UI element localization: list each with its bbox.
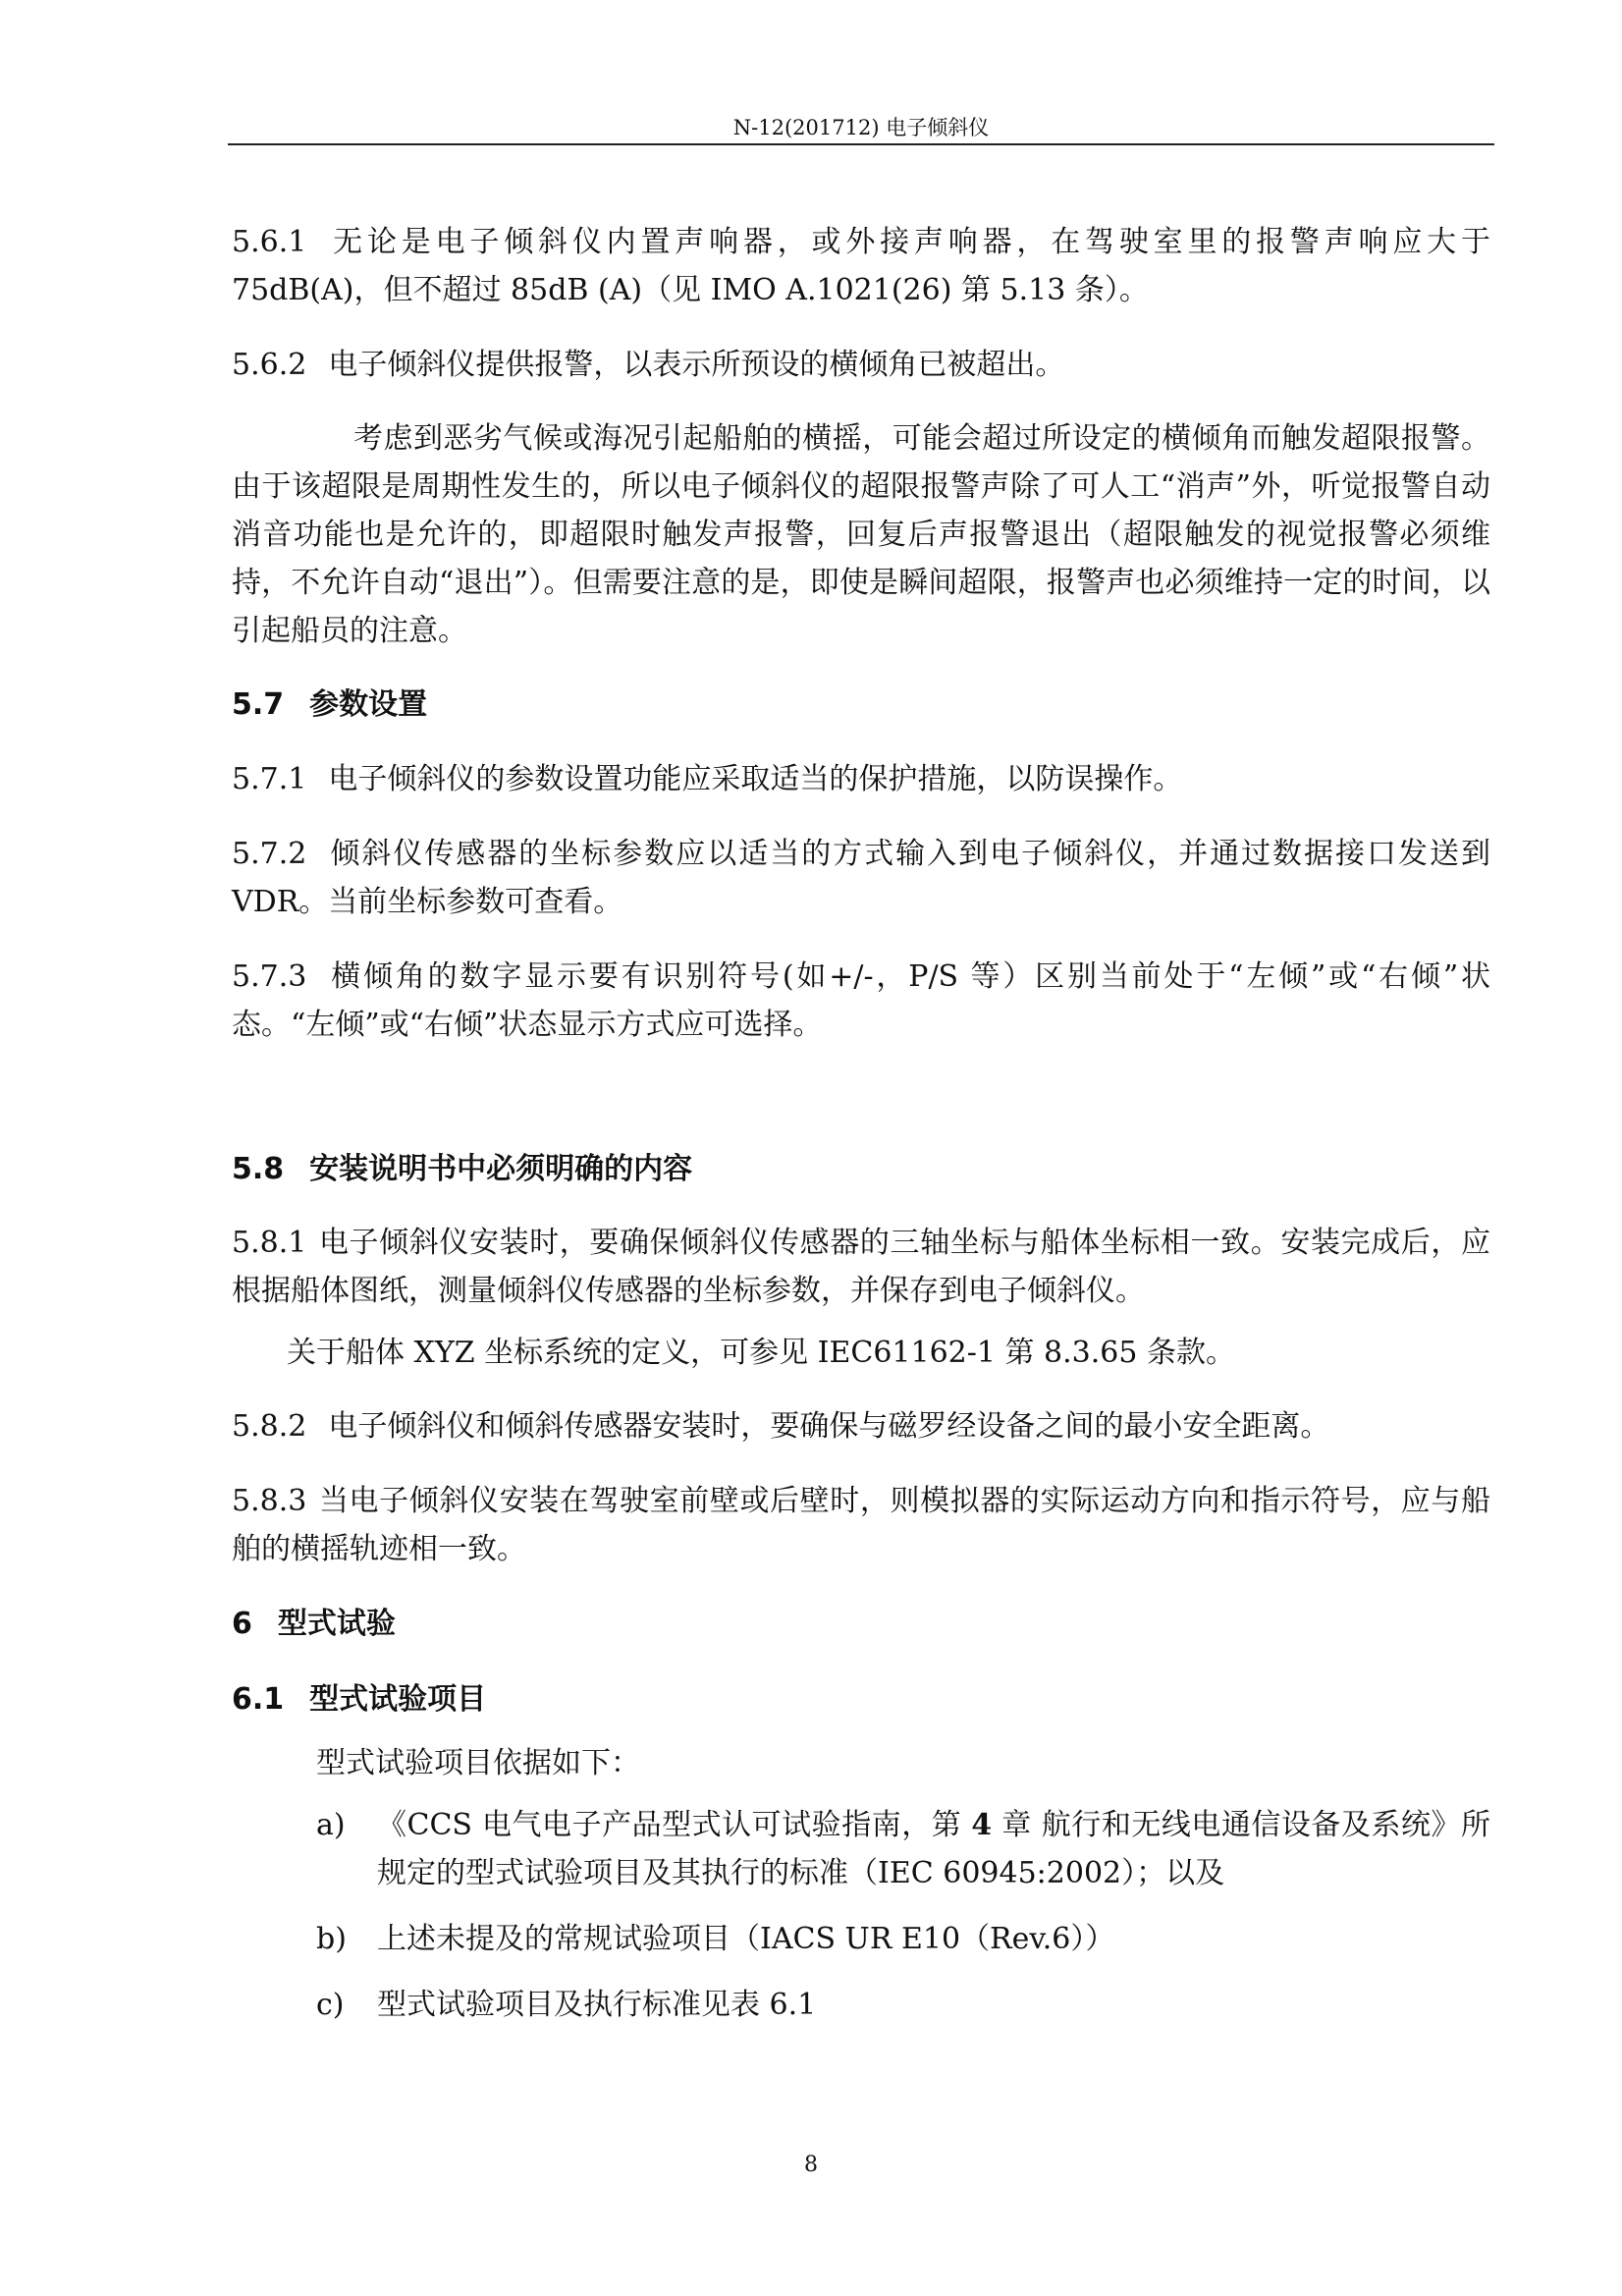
document-body (232, 218, 1490, 2029)
list-item (316, 1915, 1490, 1963)
clause-5-7-2 (232, 830, 1490, 926)
heading-number: 6 (232, 1607, 252, 1641)
list-marker: a) (316, 1808, 346, 1842)
clause-5-8-3 (232, 1477, 1490, 1573)
clause-text: 无论是电子倾斜仪内置声响器，或外接声响器，在驾驶室里的报警声响应大于 75dB(A)，但不超过 85dB (A)（见 IMO A.1021(26) 第 5.13 条）。 (232, 225, 1490, 307)
clause-number: 5.7.1 (232, 762, 307, 796)
clause-number: 5.8.3 (232, 1484, 307, 1518)
clause-text: 电子倾斜仪的参数设置功能应采取适当的保护措施，以防误操作。 (328, 762, 1183, 796)
clause-5-7-1 (232, 755, 1490, 803)
heading-number: 6.1 (232, 1682, 285, 1717)
list-text (377, 1801, 1490, 1897)
heading-title: 参数设置 (309, 687, 428, 722)
note-5-6-2: 考虑到恶劣气候或海况引起船舶的横摇，可能会超过所设定的横倾角而触发超限报警。由于该超限是周期性发生的，所以电子倾斜仪的超限报警声除了可人工“消声”外，听觉报警自动消音功能也是允许的，即超限时触发声报警，回复后声报警退出（超限触发的视觉报警必须维持，不允许自动“退出”）。但需要注意的是，即使是瞬间超限，报警声也必须维持一定的时间，以引起船员的注意。 (232, 421, 1490, 648)
heading-title: 型式试验项目 (309, 1682, 487, 1717)
page-header: N-12(201712) 电子倾斜仪 (732, 116, 990, 139)
clause-5-6-2 (232, 341, 1490, 389)
list-marker: b) (316, 1922, 347, 1956)
clause-text: 电子倾斜仪提供报警，以表示所预设的横倾角已被超出。 (328, 348, 1065, 382)
page-number: 8 (804, 2153, 818, 2177)
list-text: 型式试验项目及执行标准见表 6.1 (377, 1988, 817, 2022)
clause-text: 当电子倾斜仪安装在驾驶室前壁或后壁时，则模拟器的实际运动方向和指示符号，应与船舶的横摇轨迹相一致。 (232, 1484, 1490, 1566)
heading-number: 5.7 (232, 687, 285, 722)
heading-6-1 (232, 1675, 1490, 1723)
clause-number: 5.8.1 (232, 1226, 307, 1260)
heading-5-8 (232, 1145, 1490, 1193)
list-item (316, 1801, 1490, 1897)
clause-5-8-2 (232, 1402, 1490, 1450)
clause-text: 横倾角的数字显示要有识别符号(如+/-，P/S 等）区别当前处于“左倾”或“右倾”状态。“左倾”或“右倾”状态显示方式应可选择。 (232, 959, 1490, 1042)
heading-title: 安装说明书中必须明确的内容 (309, 1152, 693, 1186)
clause-number: 5.6.2 (232, 348, 307, 382)
clause-text: 电子倾斜仪安装时，要确保倾斜仪传感器的三轴坐标与船体坐标相一致。安装完成后，应根据船体图纸，测量倾斜仪传感器的坐标参数，并保存到电子倾斜仪。 (232, 1226, 1490, 1308)
clause-number: 5.8.2 (232, 1409, 307, 1444)
list-marker: c) (316, 1988, 345, 2022)
intro-6-1: 型式试验项目依据如下： (316, 1746, 640, 1780)
clause-text: 倾斜仪传感器的坐标参数应以适当的方式输入到电子倾斜仪，并通过数据接口发送到 VDR。当前坐标参数可查看。 (232, 837, 1490, 919)
note-5-8-1: 关于船体 XYZ 坐标系统的定义，可参见 IEC61162-1 第 8.3.65 条款。 (287, 1336, 1236, 1370)
clause-5-7-3 (232, 953, 1490, 1049)
list-text-part: 章 航行和无线电通信设备及系统》所规定的型式试验项目及其执行的标准（IEC 60945:2002）；以及 (377, 1808, 1490, 1890)
heading-number: 5.8 (232, 1152, 285, 1186)
heading-5-7 (232, 681, 1490, 729)
list-text-part: 《CCS 电气电子产品型式认可试验指南，第 (377, 1808, 972, 1842)
list-text: 上述未提及的常规试验项目（IACS UR E10（Rev.6）） (377, 1922, 1115, 1956)
clause-text: 电子倾斜仪和倾斜传感器安装时，要确保与磁罗经设备之间的最小安全距离。 (328, 1409, 1330, 1444)
heading-title: 型式试验 (277, 1607, 396, 1641)
clause-5-8-1 (232, 1219, 1490, 1315)
clause-number: 5.7.2 (232, 837, 307, 871)
header-divider (228, 143, 1494, 145)
clause-number: 5.6.1 (232, 225, 307, 259)
clause-number: 5.7.3 (232, 959, 307, 994)
list-item (316, 1981, 1490, 2029)
type-test-basis-list (232, 1801, 1490, 2029)
clause-5-6-1 (232, 218, 1490, 314)
list-text-bold: 4 (971, 1808, 993, 1842)
heading-6 (232, 1600, 1490, 1648)
